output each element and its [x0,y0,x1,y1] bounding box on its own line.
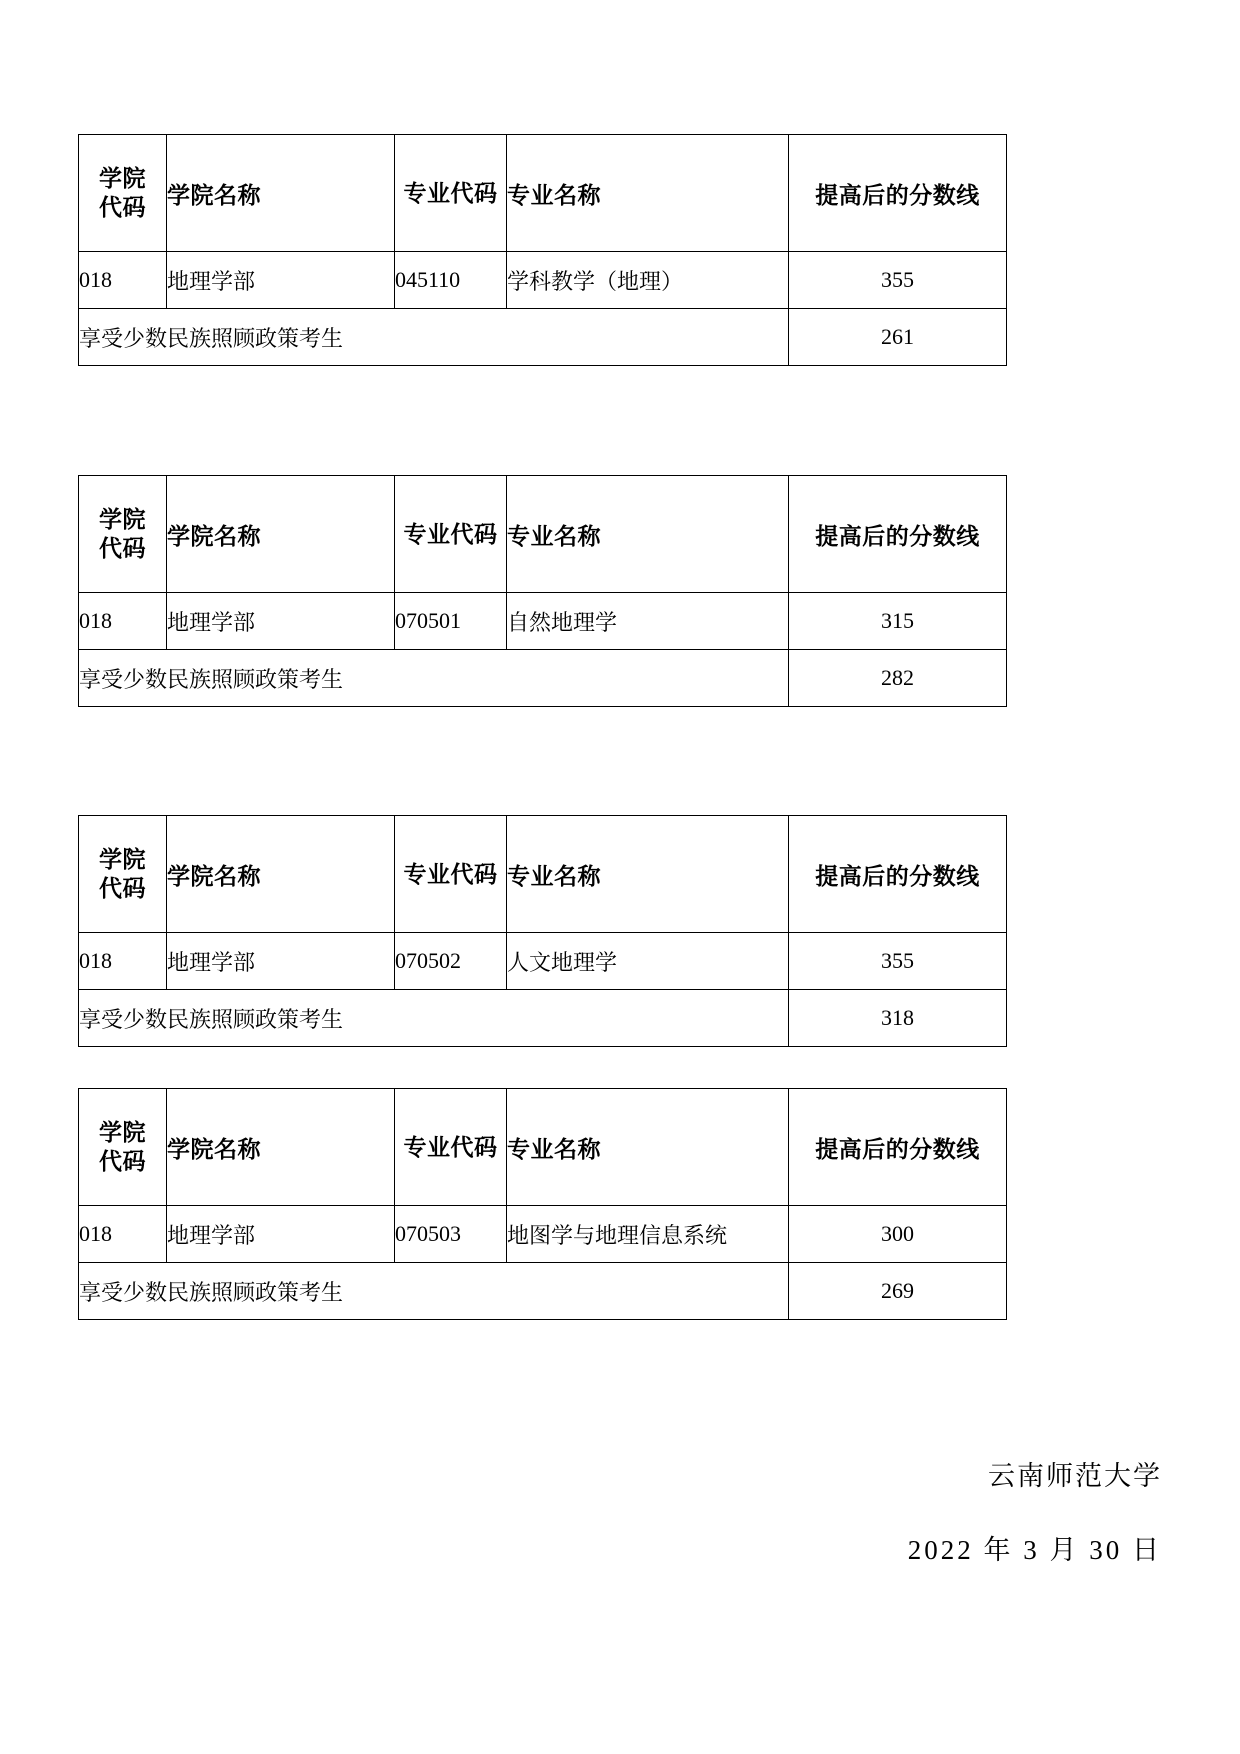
score-table-block-2 [78,475,1006,707]
header-college-name: 学院名称 [167,476,395,593]
header-college-code [79,135,167,252]
header-major-code: 专业代码 [395,476,507,593]
table-row [79,252,1007,309]
cell-college-name: 地理学部 [167,1206,395,1263]
score-table [78,134,1007,366]
cell-minority-score: 269 [789,1263,1007,1320]
header-college-name: 学院名称 [167,816,395,933]
header-college-code-line2: 代码 [99,1148,146,1174]
table-row [79,1206,1007,1263]
cell-raised-score: 355 [789,252,1007,309]
score-table-block-1 [78,134,1006,366]
minority-policy-label: 享受少数民族照顾政策考生 [79,1263,789,1320]
table-row [79,933,1007,990]
minority-policy-row [79,309,1007,366]
cell-college-name: 地理学部 [167,933,395,990]
cell-raised-score: 355 [789,933,1007,990]
minority-policy-row [79,650,1007,707]
header-college-code-line1: 学院 [99,165,146,192]
header-raised-score-line: 提高后的分数线 [789,816,1007,933]
header-college-code-line1: 学院 [99,846,146,873]
cell-major-name: 学科教学（地理） [507,252,789,309]
cell-major-code: 070501 [395,593,507,650]
cell-minority-score: 318 [789,990,1007,1047]
header-college-code [79,1089,167,1206]
cell-minority-score: 261 [789,309,1007,366]
score-table [78,475,1007,707]
header-college-code-line1: 学院 [99,1119,146,1146]
cell-college-name: 地理学部 [167,593,395,650]
header-raised-score-line: 提高后的分数线 [789,135,1007,252]
cell-college-name: 地理学部 [167,252,395,309]
cell-college-code: 018 [79,933,167,990]
table-header-row [79,135,1007,252]
cell-college-code: 018 [79,1206,167,1263]
header-college-code-line1: 学院 [99,506,146,533]
minority-policy-label: 享受少数民族照顾政策考生 [79,990,789,1047]
score-table-block-4 [78,1088,1006,1320]
header-major-code: 专业代码 [395,816,507,933]
minority-policy-row [79,1263,1007,1320]
footer-organization: 云南师范大学 [988,1461,1162,1491]
table-header-row [79,476,1007,593]
minority-policy-label: 享受少数民族照顾政策考生 [79,309,789,366]
header-college-code-line2: 代码 [99,875,146,901]
cell-major-code: 070502 [395,933,507,990]
header-major-name: 专业名称 [507,816,789,933]
cell-college-code: 018 [79,252,167,309]
score-table [78,1088,1007,1320]
footer-date: 2022 年 3 月 30 日 [907,1535,1162,1565]
score-table-block-3 [78,815,1006,1047]
header-college-code [79,476,167,593]
table-header-row [79,816,1007,933]
header-college-name: 学院名称 [167,1089,395,1206]
cell-minority-score: 282 [789,650,1007,707]
cell-college-code: 018 [79,593,167,650]
table-row [79,593,1007,650]
header-raised-score-line: 提高后的分数线 [789,1089,1007,1206]
header-college-name: 学院名称 [167,135,395,252]
cell-major-name: 地图学与地理信息系统 [507,1206,789,1263]
cell-raised-score: 315 [789,593,1007,650]
cell-major-name: 自然地理学 [507,593,789,650]
header-major-name: 专业名称 [507,476,789,593]
minority-policy-row [79,990,1007,1047]
score-table [78,815,1007,1047]
header-major-code: 专业代码 [395,135,507,252]
header-major-name: 专业名称 [507,135,789,252]
header-major-code: 专业代码 [395,1089,507,1206]
header-college-code-line2: 代码 [99,194,146,220]
cell-major-code: 045110 [395,252,507,309]
header-major-name: 专业名称 [507,1089,789,1206]
minority-policy-label: 享受少数民族照顾政策考生 [79,650,789,707]
header-college-code-line2: 代码 [99,535,146,561]
table-header-row [79,1089,1007,1206]
cell-major-name: 人文地理学 [507,933,789,990]
cell-major-code: 070503 [395,1206,507,1263]
cell-raised-score: 300 [789,1206,1007,1263]
header-raised-score-line: 提高后的分数线 [789,476,1007,593]
header-college-code [79,816,167,933]
